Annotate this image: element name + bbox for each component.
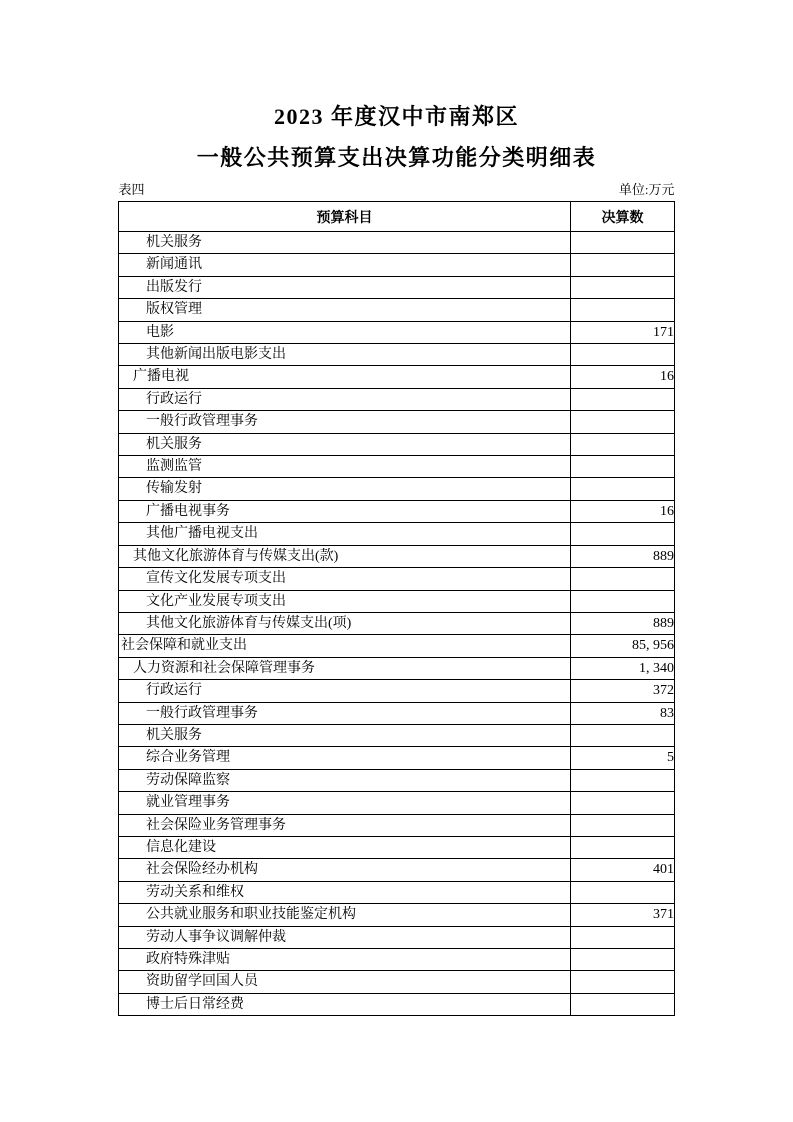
amount-cell <box>571 478 675 500</box>
table-row <box>119 254 675 276</box>
table-row <box>119 433 675 455</box>
table-row <box>119 344 675 366</box>
table-row <box>119 590 675 612</box>
table-row <box>119 881 675 903</box>
table-row <box>119 814 675 836</box>
budget-item-cell: 其他文化旅游体育与传媒支出(款) <box>119 545 571 567</box>
budget-item-cell: 监测监管 <box>119 456 571 478</box>
amount-cell: 16 <box>571 366 675 388</box>
unit-label: 单位:万元 <box>618 182 675 197</box>
amount-cell: 1, 340 <box>571 657 675 679</box>
amount-cell: 85, 956 <box>571 635 675 657</box>
budget-item-cell: 其他广播电视支出 <box>119 523 571 545</box>
budget-item-cell: 政府特殊津贴 <box>119 949 571 971</box>
amount-cell <box>571 276 675 298</box>
column-header-final-amount: 决算数 <box>571 202 675 232</box>
budget-item-cell: 博士后日常经费 <box>119 993 571 1015</box>
table-row <box>119 411 675 433</box>
amount-cell <box>571 814 675 836</box>
budget-item-cell: 宣传文化发展专项支出 <box>119 568 571 590</box>
amount-cell: 171 <box>571 321 675 343</box>
table-row <box>119 971 675 993</box>
amount-cell <box>571 769 675 791</box>
title-line-2: 一般公共预算支出决算功能分类明细表 <box>196 145 597 170</box>
budget-item-cell: 版权管理 <box>119 299 571 321</box>
table-row <box>119 366 675 388</box>
amount-cell <box>571 388 675 410</box>
title-line-1: 2023 年度汉中市南郑区 <box>273 104 519 129</box>
budget-item-cell: 广播电视事务 <box>119 500 571 522</box>
amount-cell: 401 <box>571 859 675 881</box>
amount-cell: 372 <box>571 680 675 702</box>
budget-item-cell: 行政运行 <box>119 388 571 410</box>
table-row <box>119 456 675 478</box>
table-row <box>119 926 675 948</box>
amount-cell <box>571 724 675 746</box>
budget-item-cell: 行政运行 <box>119 680 571 702</box>
table-meta-row <box>119 182 675 198</box>
amount-cell <box>571 926 675 948</box>
budget-item-cell: 广播电视 <box>119 366 571 388</box>
table-row <box>119 836 675 858</box>
amount-cell <box>571 232 675 254</box>
amount-cell: 371 <box>571 904 675 926</box>
budget-item-cell: 电影 <box>119 321 571 343</box>
budget-item-cell: 社会保险业务管理事务 <box>119 814 571 836</box>
table-row <box>119 545 675 567</box>
amount-cell <box>571 836 675 858</box>
budget-item-cell: 一般行政管理事务 <box>119 411 571 433</box>
table-row <box>119 523 675 545</box>
column-header-budget-item: 预算科目 <box>119 202 571 232</box>
table-row <box>119 388 675 410</box>
table-row <box>119 500 675 522</box>
budget-table <box>118 201 675 1016</box>
table-row <box>119 769 675 791</box>
table-row <box>119 299 675 321</box>
amount-cell <box>571 881 675 903</box>
amount-cell <box>571 949 675 971</box>
budget-item-cell: 人力资源和社会保障管理事务 <box>119 657 571 679</box>
budget-item-cell: 公共就业服务和职业技能鉴定机构 <box>119 904 571 926</box>
table-row <box>119 321 675 343</box>
budget-item-cell: 机关服务 <box>119 433 571 455</box>
amount-cell <box>571 456 675 478</box>
table-row <box>119 478 675 500</box>
amount-cell <box>571 344 675 366</box>
table-row <box>119 792 675 814</box>
table-row <box>119 232 675 254</box>
amount-cell <box>571 299 675 321</box>
amount-cell <box>571 792 675 814</box>
budget-item-cell: 其他新闻出版电影支出 <box>119 344 571 366</box>
table-row <box>119 612 675 634</box>
amount-cell <box>571 523 675 545</box>
table-row <box>119 724 675 746</box>
budget-item-cell: 综合业务管理 <box>119 747 571 769</box>
budget-item-cell: 传输发射 <box>119 478 571 500</box>
budget-item-cell: 社会保障和就业支出 <box>119 635 571 657</box>
table-row <box>119 276 675 298</box>
amount-cell: 889 <box>571 612 675 634</box>
amount-cell <box>571 254 675 276</box>
amount-cell <box>571 971 675 993</box>
budget-item-cell: 机关服务 <box>119 232 571 254</box>
budget-item-cell: 文化产业发展专项支出 <box>119 590 571 612</box>
amount-cell: 5 <box>571 747 675 769</box>
table-row <box>119 568 675 590</box>
table-row <box>119 635 675 657</box>
amount-cell: 889 <box>571 545 675 567</box>
amount-cell <box>571 993 675 1015</box>
amount-cell <box>571 590 675 612</box>
budget-item-cell: 一般行政管理事务 <box>119 702 571 724</box>
budget-item-cell: 其他文化旅游体育与传媒支出(项) <box>119 612 571 634</box>
budget-item-cell: 新闻通讯 <box>119 254 571 276</box>
budget-item-cell: 劳动人事争议调解仲裁 <box>119 926 571 948</box>
budget-item-cell: 机关服务 <box>119 724 571 746</box>
table-row <box>119 949 675 971</box>
table-row <box>119 993 675 1015</box>
table-row <box>119 904 675 926</box>
budget-item-cell: 出版发行 <box>119 276 571 298</box>
table-row <box>119 747 675 769</box>
table-header-row <box>119 202 675 232</box>
budget-item-cell: 劳动保障监察 <box>119 769 571 791</box>
amount-cell <box>571 411 675 433</box>
table-row <box>119 859 675 881</box>
budget-item-cell: 社会保险经办机构 <box>119 859 571 881</box>
amount-cell: 16 <box>571 500 675 522</box>
table-row <box>119 657 675 679</box>
budget-item-cell: 就业管理事务 <box>119 792 571 814</box>
amount-cell: 83 <box>571 702 675 724</box>
table-body <box>119 232 675 1016</box>
amount-cell <box>571 568 675 590</box>
budget-item-cell: 资助留学回国人员 <box>119 971 571 993</box>
budget-item-cell: 信息化建设 <box>119 836 571 858</box>
budget-item-cell: 劳动关系和维权 <box>119 881 571 903</box>
table-row <box>119 680 675 702</box>
document-title <box>0 0 793 173</box>
amount-cell <box>571 433 675 455</box>
table-number-label: 表四 <box>118 182 145 197</box>
table-row <box>119 702 675 724</box>
